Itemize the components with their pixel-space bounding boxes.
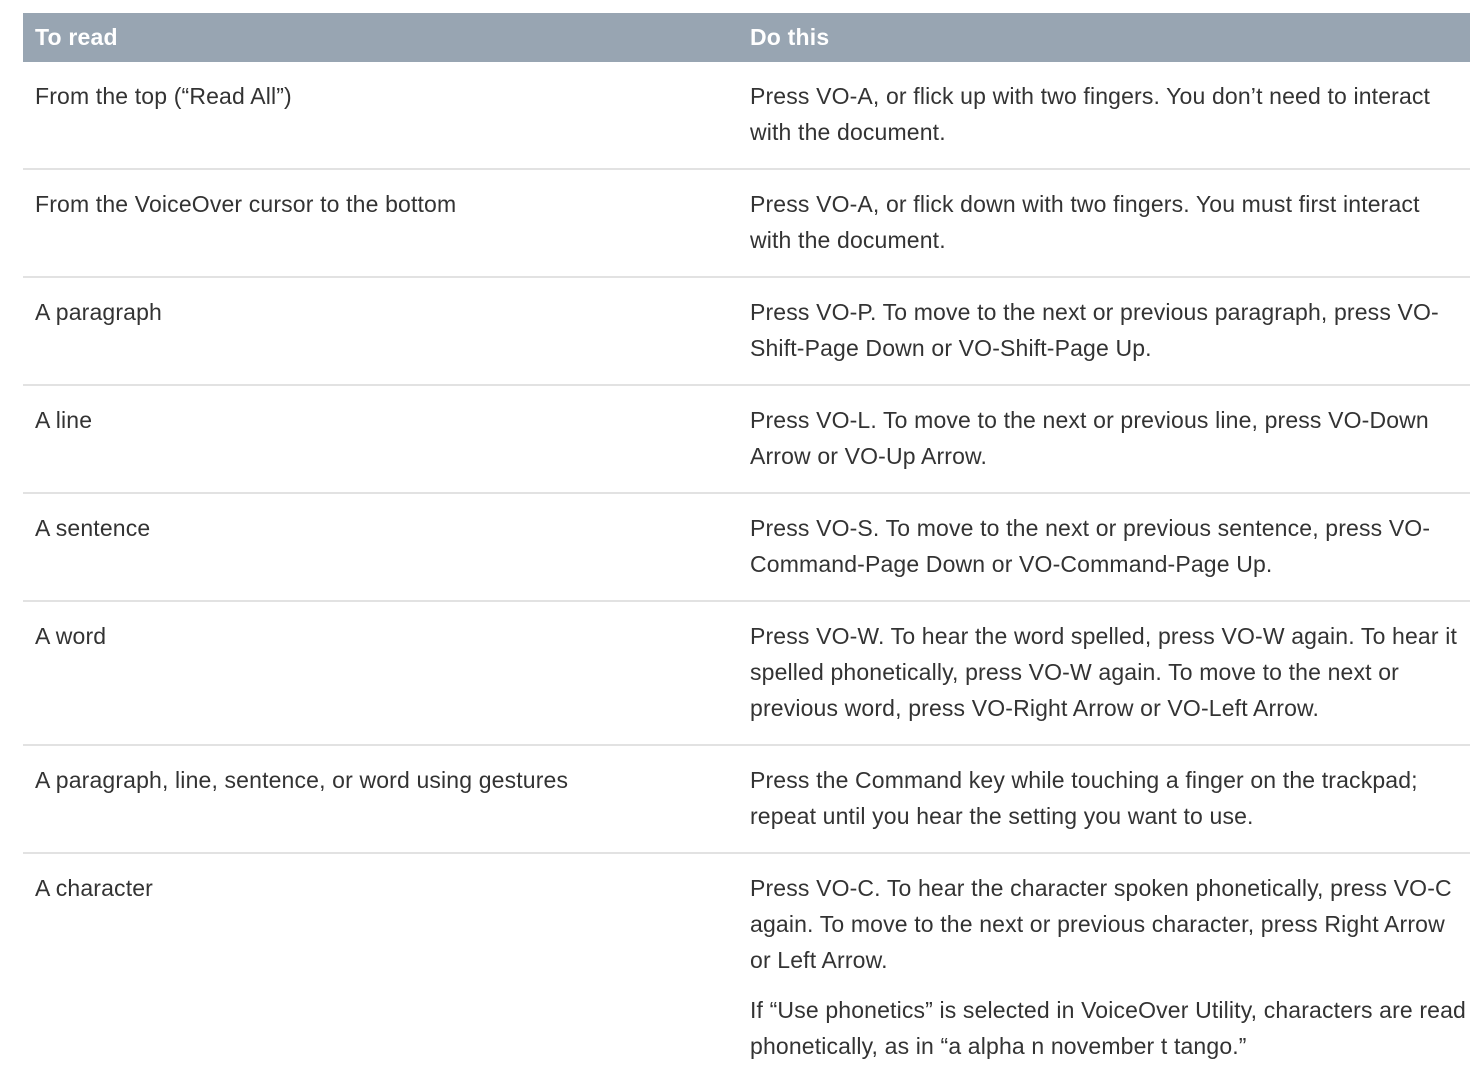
voiceover-reading-table <box>23 13 1470 1082</box>
do-this-cell <box>738 386 1470 492</box>
do-this-cell <box>738 746 1470 852</box>
do-this-text: Press VO-A, or flick down with two fingers. You must first interact with the document. <box>750 191 1420 253</box>
do-this-text: Press VO-P. To move to the next or previous paragraph, press VO-Shift-Page Down or VO-Shift-Page Up. <box>750 299 1439 361</box>
do-this-cell <box>738 854 1470 1082</box>
to-read-cell: A paragraph, line, sentence, or word using gestures <box>35 767 569 793</box>
to-read-cell: A sentence <box>35 515 151 541</box>
to-read-cell: A character <box>35 875 153 901</box>
header-to-read: To read <box>35 24 118 50</box>
do-this-cell <box>738 62 1470 168</box>
table-row <box>23 854 1470 1082</box>
table-row <box>23 746 1470 854</box>
to-read-cell: From the top (“Read All”) <box>35 83 292 109</box>
table-row <box>23 62 1470 170</box>
do-this-cell <box>738 494 1470 600</box>
do-this-text: Press VO-L. To move to the next or previous line, press VO-Down Arrow or VO-Up Arrow. <box>750 407 1429 469</box>
table-header <box>23 13 1470 62</box>
table-row <box>23 170 1470 278</box>
to-read-cell: From the VoiceOver cursor to the bottom <box>35 191 457 217</box>
header-do-this: Do this <box>750 24 830 50</box>
to-read-cell: A line <box>35 407 93 433</box>
do-this-text: Press VO-C. To hear the character spoken phonetically, press VO-C again. To move to the next or previous character, press Right Arrow or Left Arrow. <box>750 875 1452 973</box>
do-this-text: Press VO-A, or flick up with two fingers. You don’t need to interact with the document. <box>750 83 1431 145</box>
table-row <box>23 602 1470 746</box>
table-row <box>23 386 1470 494</box>
table-row <box>23 494 1470 602</box>
to-read-cell: A paragraph <box>35 299 162 325</box>
do-this-text: Press VO-W. To hear the word spelled, press VO-W again. To hear it spelled phonetically, press VO-W again. To move to the next or previous word, press VO-Right Arrow or VO-Left Arrow. <box>750 623 1458 721</box>
to-read-cell: A word <box>35 623 107 649</box>
do-this-cell <box>738 278 1470 384</box>
table-row <box>23 278 1470 386</box>
do-this-cell <box>738 170 1470 276</box>
do-this-cell <box>738 602 1470 744</box>
do-this-text: Press VO-S. To move to the next or previous sentence, press VO-Command-Page Down or VO-Command-Page Up. <box>750 515 1431 577</box>
do-this-note: If “Use phonetics” is selected in VoiceOver Utility, characters are read phonetically, as in “a alpha n november t tango.” <box>750 997 1466 1059</box>
do-this-text: Press the Command key while touching a finger on the trackpad; repeat until you hear the setting you want to use. <box>750 767 1418 829</box>
